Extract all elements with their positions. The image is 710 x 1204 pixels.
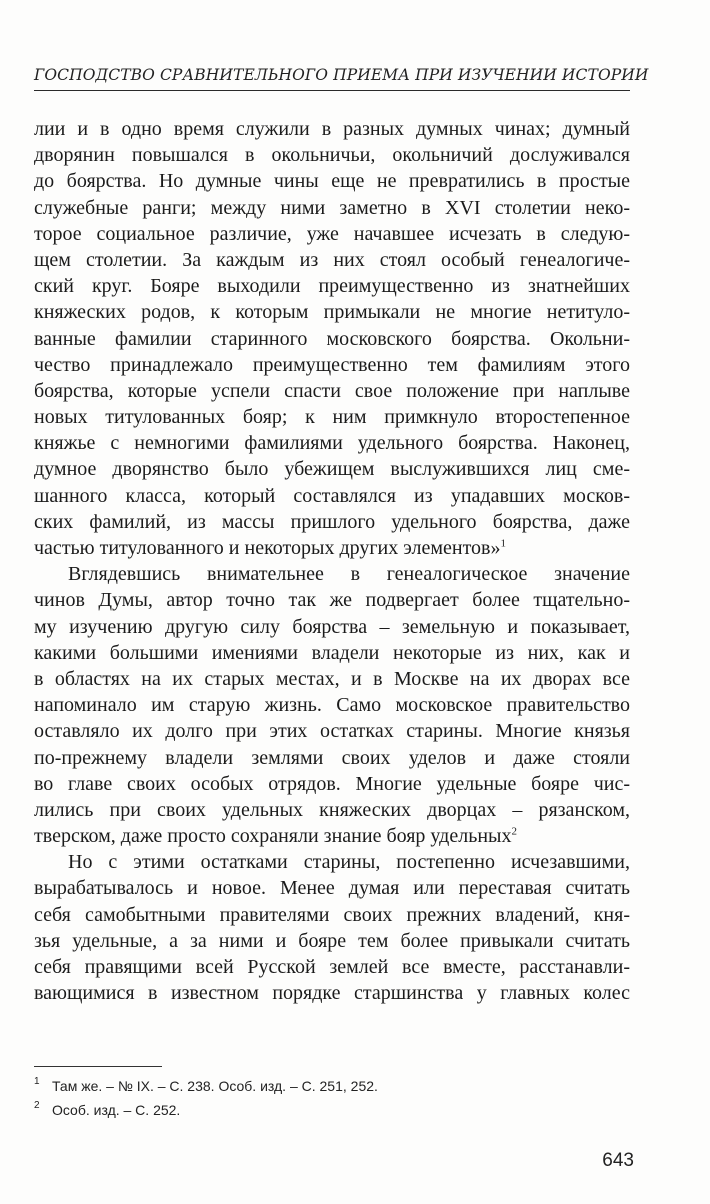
footnote-number: 1 (34, 1076, 40, 1087)
text-line: щем столетии. За каждым из них стоял особый генеалогиче- (34, 248, 630, 271)
paragraph-3 (34, 849, 630, 1006)
text-line-content: тверском, даже просто сохраняли знание бояр удельных (34, 825, 512, 848)
footnote-text: Там же. – № IX. – С. 238. Особ. изд. – С. 251, 252. (52, 1078, 378, 1094)
text-line: зья удельные, а за ними и бояре тем более привыкали считать (34, 929, 630, 952)
text-line: оставляло их долго при этих остатках старины. Многие князья (34, 720, 630, 743)
text-line: служебные ранги; между ними заметно в XVI столетии неко- (34, 196, 630, 219)
text-line: чество принадлежало преимущественно тем фамилиям этого (34, 353, 630, 376)
text-line: вающимися в известном порядке старшинства у главных колес (34, 982, 630, 1005)
text-line: шанного класса, который составлялся из упадавших москов- (34, 484, 630, 507)
text-line: дворянин повышался в окольничьи, окольничий дослуживался (34, 144, 630, 167)
text-line: княжье с немногими фамилиями удельного боярства. Наконец, (34, 432, 630, 455)
footnotes (34, 1074, 630, 1122)
text-line: во главе своих особых отрядов. Многие удельные бояре чис- (34, 772, 630, 795)
footnote-2 (34, 1098, 630, 1122)
text-line: княжеских родов, к которым примыкали не многие нетитуло- (34, 301, 630, 324)
text-line: лились при своих удельных княжеских дворцах – рязанском, (34, 798, 630, 821)
text-line: ский круг. Бояре выходили преимущественно из знатнейших (34, 275, 630, 298)
text-line: до боярства. Но думные чины еще не превратились в простые (34, 170, 630, 193)
footnote-reference[interactable]: 1 (500, 537, 506, 550)
text-line-last (34, 823, 630, 849)
text-line: какими большими имениями владели некоторые из них, как и (34, 641, 630, 664)
text-line: себя правящими всей Русской землей все вместе, расстанавли- (34, 956, 630, 978)
footnote-number: 2 (34, 1100, 40, 1111)
text-line: ских фамилий, из массы пришлого удельного боярства, даже (34, 510, 630, 533)
footnote-text: Особ. изд. – С. 252. (52, 1102, 181, 1118)
text-line: му изучению другую силу боярства – земельную и показывает, (34, 615, 630, 638)
text-line: торое социальное различие, уже начавшее исчезать в следую- (34, 222, 630, 245)
text-line: ванные фамилии старинного московского боярства. Окольни- (34, 327, 630, 350)
paragraph-1 (34, 116, 630, 561)
body-text (34, 116, 630, 1006)
footnote-rule (34, 1066, 162, 1067)
header-rule (34, 90, 630, 91)
text-line-last (34, 535, 630, 561)
text-line: Вглядевшись внимательнее в генеалогическое значение (68, 563, 630, 586)
text-line: вырабатывалось и новое. Менее думая или переставая считать (34, 877, 630, 900)
text-line: боярства, которые успели спасти свое положение при наплыве (34, 379, 630, 402)
text-line: новых титулованных бояр; к ним примкнуло второстепенное (34, 406, 630, 429)
page-number: 643 (602, 1150, 634, 1171)
text-line-content: частью титулованного и некоторых других элементов» (34, 537, 501, 559)
text-line: в областях на их старых местах, и в Москве на их дворах все (34, 667, 630, 690)
text-line: чинов Думы, автор точно так же подвергает более тщательно- (34, 589, 630, 612)
text-line: себя самобытными правителями своих прежних владений, кня- (34, 903, 630, 926)
text-line: лии и в одно время служили в разных думных чинах; думный (34, 118, 630, 140)
footnote-reference[interactable]: 2 (511, 825, 517, 838)
text-line: по-прежнему владели землями своих уделов и даже стояли (34, 746, 630, 769)
footnote-1 (34, 1074, 630, 1098)
text-line: напоминало им старую жизнь. Само московское правительство (34, 694, 630, 717)
paragraph-2 (34, 561, 630, 849)
text-line: Но с этими остатками старины, постепенно исчезавшими, (68, 851, 630, 874)
text-line: думное дворянство было убежищем выслужившихся лиц сме- (34, 458, 630, 481)
running-head: ГОСПОДСТВО СРАВНИТЕЛЬНОГО ПРИЕМА ПРИ ИЗУЧЕНИИ ИСТОРИИ (34, 66, 649, 84)
